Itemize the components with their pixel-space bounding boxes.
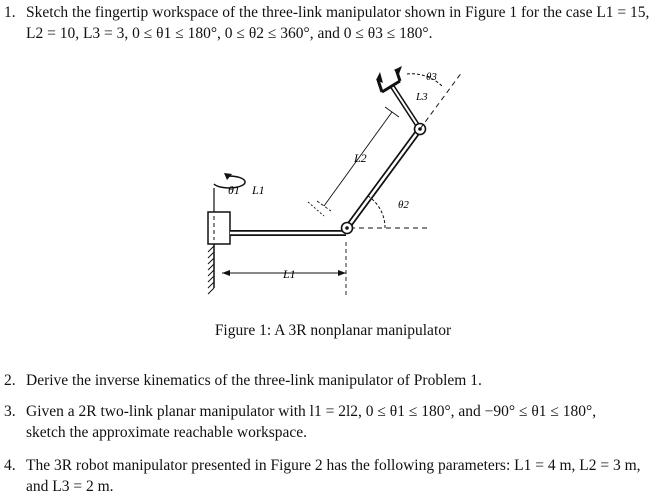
problem-number: 2. [4, 372, 16, 389]
problem-1 [0, 2, 662, 44]
problem-3-line-1: Given a 2R two-link planar manipulator with l1 = 2l2, 0 ≤ θ1 ≤ 180°, and −90° ≤ θ1 ≤ 180°, [26, 403, 597, 420]
problem-1-intro: Sketch the fingertip workspace of the three-link manipulator shown in Figure 1 for the case [26, 4, 597, 21]
problem-4-line-2: and L3 = 2 m. [26, 478, 114, 495]
problem-1-line-1 [26, 2, 662, 23]
problem-number: 3. [4, 403, 16, 420]
problem-3 [0, 401, 662, 443]
problem-4 [0, 455, 662, 497]
problem-number: 4. [4, 457, 16, 474]
problem-4-line-1: The 3R robot manipulator presented in Figure 2 has the following parameters: L1 = 4 m, L2 = 3 m, [26, 457, 641, 474]
problem-2 [0, 370, 662, 391]
theta2-label: θ2 [398, 199, 409, 211]
figure-caption: Figure 1: A 3R nonplanar manipulator [214, 322, 452, 339]
L2-label: L2 [354, 151, 367, 165]
L1-dimension-label: L1 [283, 267, 296, 281]
problem-number: 1. [4, 4, 16, 21]
manipulator-diagram [180, 56, 480, 308]
problem-1-text [26, 2, 662, 44]
problem-2-text: Derive the inverse kinematics of the three-link manipulator of Problem 1. [26, 372, 482, 389]
problem-4-text [26, 455, 662, 497]
theta3-label: θ3 [426, 71, 437, 83]
problem-3-text [26, 401, 662, 443]
ground-hatch [208, 246, 214, 294]
L3-label: L3 [416, 91, 428, 103]
theta1-label: θ1 [228, 183, 240, 197]
problem-1-cond1: L1 = 15, [596, 4, 650, 21]
base-column [208, 212, 230, 244]
problem-1-line-2: L2 = 10, L3 = 3, 0 ≤ θ1 ≤ 180°, 0 ≤ θ2 ≤ 360°, and 0 ≤ θ3 ≤ 180°. [26, 25, 433, 42]
L1-top-label: L1 [252, 183, 265, 197]
figure-1 [180, 56, 480, 308]
problem-3-line-2: sketch the approximate reachable workspace. [26, 424, 308, 441]
